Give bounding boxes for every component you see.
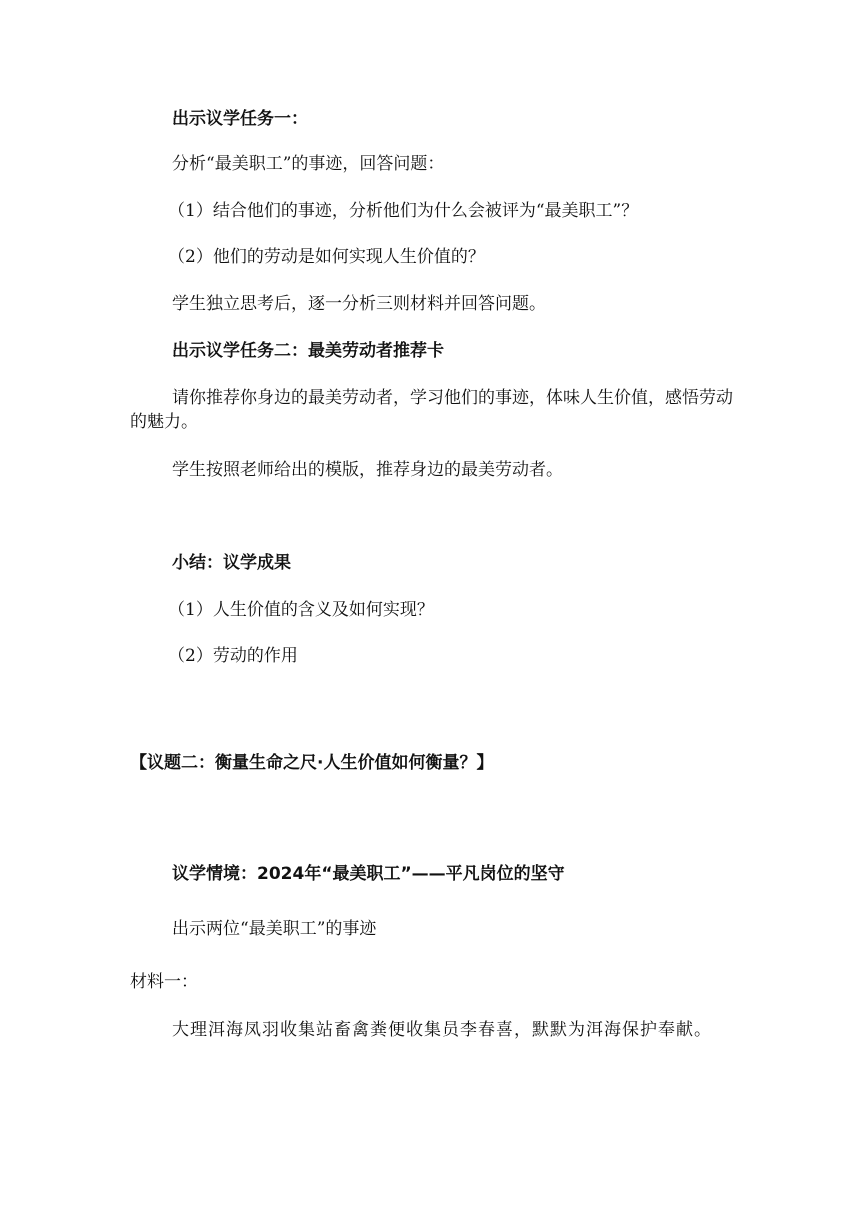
- task1-intro: 分析“最美职工”的事迹，回答问题：: [172, 154, 445, 174]
- task2-activity: 学生按照老师给出的模版，推荐身边的最美劳动者。: [172, 460, 563, 480]
- task2-description: 请你推荐你身边的最美劳动者，学习他们的事迹，体味人生价值，感悟劳动的魅力。: [130, 388, 733, 432]
- summary-item-1: （1）人生价值的含义及如何实现？: [168, 600, 434, 620]
- task1-heading: 出示议学任务一：: [172, 109, 308, 129]
- task1-activity: 学生独立思考后，逐一分析三则材料并回答问题。: [172, 294, 546, 314]
- topic2-title: 【议题二：衡量生命之尺·人生价值如何衡量？】: [130, 753, 494, 773]
- material-1-label: 材料一：: [130, 972, 198, 992]
- task1-question-1: （1）结合他们的事迹，分析他们为什么会被评为“最美职工”？: [168, 201, 639, 221]
- summary-heading: 小结：议学成果: [172, 553, 291, 573]
- topic2-situation: 议学情境：2024年“最美职工”——平凡岗位的坚守: [172, 864, 565, 884]
- task1-question-2: （2）他们的劳动是如何实现人生价值的？: [168, 247, 485, 267]
- topic2-show-text: 出示两位“最美职工”的事迹: [172, 919, 377, 939]
- task2-heading: 出示议学任务二：最美劳动者推荐卡: [172, 341, 444, 361]
- material-1-text: 大理洱海凤羽收集站畜禽粪便收集员李春喜，默默为洱海保护奉献。: [172, 1020, 712, 1040]
- summary-item-2: （2）劳动的作用: [168, 646, 298, 666]
